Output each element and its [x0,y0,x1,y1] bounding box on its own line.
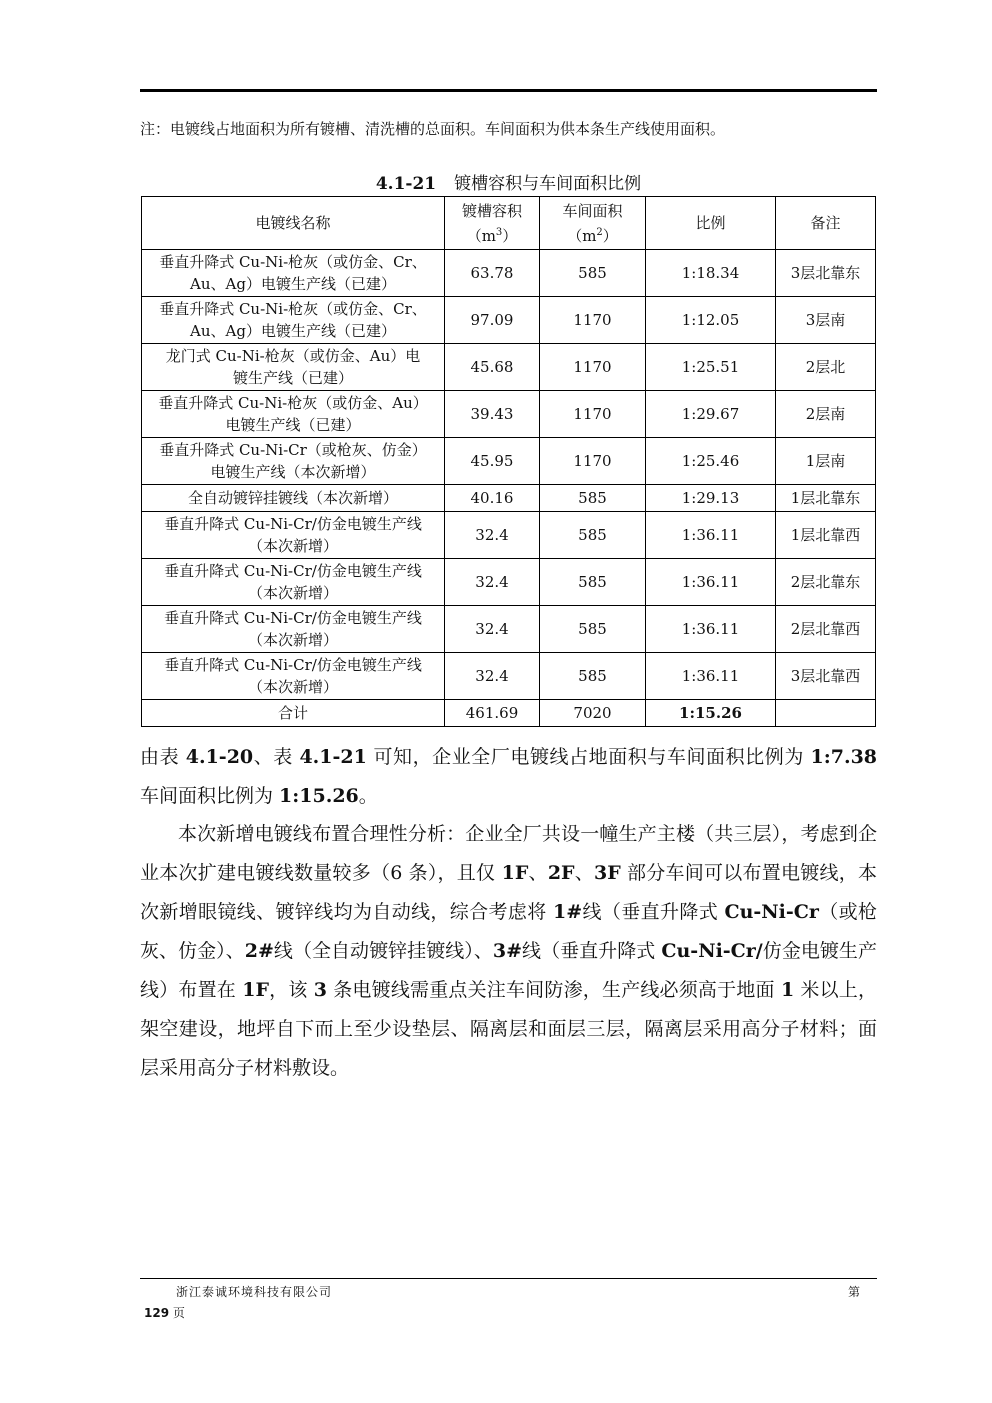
cell-area: 585 [540,485,646,512]
table-row [142,297,876,344]
table-note: 注：电镀线占地面积为所有镀槽、清洗槽的总面积。车间面积为供本条生产线使用面积。 [140,120,726,138]
cell-area: 585 [540,512,646,559]
bold-run: 3# [492,940,522,962]
table-number: 4.1-21 [375,174,437,194]
cell-remark: 2层南 [776,391,876,438]
bold-run: 1 [780,979,795,1001]
name-line-1: 垂直升降式 Cu-Ni-Cr/仿金电镀生产线 [164,515,422,533]
header-volume-unit [449,222,535,247]
table-total-row [142,700,876,727]
header-ratio: 比例 [646,197,776,250]
unit-text: （m [567,226,597,245]
table-row [142,391,876,438]
name-line-1: 垂直升降式 Cu-Ni-Cr（或枪灰、仿金） [159,441,427,459]
bold-run: 1# [553,901,583,923]
cell-ratio: 1:25.51 [646,344,776,391]
unit-sup: 3 [495,226,503,238]
text-run: 、表 [253,746,300,768]
text-run: ，该 [268,979,314,1001]
table-row [142,250,876,297]
name-line-1: 龙门式 Cu-Ni-枪灰（或仿金、Au）电 [165,347,421,365]
unit-text: （m [466,226,496,245]
ratio-value: 1:7.38 [810,746,878,768]
cell-name [142,344,445,391]
cell-area: 585 [540,559,646,606]
table-row [142,653,876,700]
text-run: 由表 [140,746,186,768]
unit-close: ） [602,226,618,245]
footer-page-prefix: 第 [848,1285,861,1299]
table-row [142,344,876,391]
header-volume-label: 镀槽容积 [461,201,522,220]
cell-remark: 1层北靠西 [776,512,876,559]
text-run: 米以上，架空建设，地坪自下而上至少设垫层、隔离层和面层三层，隔离层采用高分子材料；面层采用高分子材料敷设。 [140,979,878,1079]
header-area-unit [544,222,641,247]
total-remark [776,700,876,727]
cell-remark: 1层北靠东 [776,485,876,512]
table-caption [140,172,877,196]
paragraph-ratio-summary [140,738,877,816]
cell-remark: 2层北 [776,344,876,391]
text-run: 可知，企业全厂电镀线占地面积与车间面积比例为 [366,746,811,768]
footer-rule [140,1278,877,1279]
bold-run: 1F [242,979,269,1001]
header-volume [445,197,540,250]
cell-remark: 2层北靠东 [776,559,876,606]
name-line-1: 垂直升降式 Cu-Ni-枪灰（或仿金、Au） [158,394,428,412]
cell-area: 1170 [540,344,646,391]
total-area: 7020 [540,700,646,727]
text-run: （或枪灰、仿金）、 [140,901,877,962]
name-line-1: 垂直升降式 Cu-Ni-枪灰（或仿金、Cr、 [159,300,427,318]
cell-area: 1170 [540,438,646,485]
cell-name [142,297,445,344]
page-number: 129 [144,1306,170,1320]
cell-volume: 97.09 [445,297,540,344]
cell-volume: 32.4 [445,512,540,559]
cell-remark: 2层北靠西 [776,606,876,653]
name-line-1: 垂直升降式 Cu-Ni-Cr/仿金电镀生产线 [164,609,422,627]
cell-name [142,559,445,606]
text-run: 。 [358,785,378,807]
table-header-row [142,197,876,250]
total-volume: 461.69 [445,700,540,727]
text-run: 线（垂直升降式 [582,901,725,923]
cell-ratio: 1:36.11 [646,512,776,559]
unit-close: ） [502,226,518,245]
header-remark: 备注 [776,197,876,250]
header-area-label: 车间面积 [562,201,623,220]
name-line-2: （本次新增） [247,631,338,649]
ratio-table [141,196,876,727]
cell-name [142,438,445,485]
table-row [142,438,876,485]
cell-volume: 32.4 [445,606,540,653]
cell-remark: 3层北靠东 [776,250,876,297]
cell-ratio: 1:36.11 [646,653,776,700]
text-run: 线（垂直升降式 [522,940,662,962]
page-suffix: 页 [169,1306,185,1320]
cell-area: 1170 [540,391,646,438]
cell-ratio: 1:12.05 [646,297,776,344]
bold-run: Cu-Ni-Cr [724,901,819,923]
name-line-2: 电镀生产线（已建） [225,416,361,434]
name-line-1: 垂直升降式 Cu-Ni-Cr/仿金电镀生产线 [164,562,422,580]
header-name: 电镀线名称 [142,197,445,250]
cell-ratio: 1:36.11 [646,606,776,653]
header-area [540,197,646,250]
cell-ratio: 1:18.34 [646,250,776,297]
cell-name [142,512,445,559]
bold-run: 3 [313,979,327,1001]
bold-run: 1F [501,862,529,884]
total-label: 合计 [142,700,445,727]
text-run: 本次新增电镀线布置合理性分析：企业全厂共设一幢生产主楼（共三层），考虑到企业本次扩建电镀线数量较多（6 条），且仅 [140,823,877,884]
unit-sup: 2 [596,226,603,238]
cell-name [142,391,445,438]
cell-ratio: 1:25.46 [646,438,776,485]
table-title: 镀槽容积与车间面积比例 [454,174,642,194]
cell-volume: 40.16 [445,485,540,512]
cell-name [142,606,445,653]
table-row [142,559,876,606]
paragraph-layout-analysis [140,815,877,1088]
text-run: 仿金电镀生产线）布置在 [140,940,877,1001]
bold-run: 2# [244,940,274,962]
cell-ratio: 1:29.67 [646,391,776,438]
table-row [142,512,876,559]
cell-area: 585 [540,653,646,700]
bold-run: 3F [594,862,621,884]
text-run: 线（全自动镀锌挂镀线）、 [273,940,493,962]
name-line-2: 镀生产线（已建） [232,369,353,387]
total-ratio: 1:15.26 [646,700,776,727]
text-run: 条电镀线需重点关注车间防渗，生产线必须高于地面 [327,979,781,1001]
cell-area: 1170 [540,297,646,344]
cell-name: 全自动镀锌挂镀线（本次新增） [142,485,445,512]
footer-page-number [144,1304,185,1321]
table-row [142,606,876,653]
name-line-1: 垂直升降式 Cu-Ni-枪灰（或仿金、Cr、 [159,253,427,271]
cell-volume: 39.43 [445,391,540,438]
bold-run: 2F [547,862,575,884]
name-line-2: 电镀生产线（本次新增） [210,463,376,481]
cell-remark: 1层南 [776,438,876,485]
cell-volume: 32.4 [445,559,540,606]
name-line-2: （本次新增） [247,537,338,555]
header-rule [140,89,877,92]
name-line-2: （本次新增） [247,584,338,602]
name-line-1: 垂直升降式 Cu-Ni-Cr/仿金电镀生产线 [164,656,422,674]
cell-remark: 3层南 [776,297,876,344]
cell-volume: 45.68 [445,344,540,391]
cell-remark: 3层北靠西 [776,653,876,700]
text-run: 、 [528,862,548,884]
footer-company: 浙江泰诚环境科技有限公司 [176,1285,333,1299]
cell-volume: 32.4 [445,653,540,700]
text-run: 车间面积比例为 [140,785,280,807]
cell-ratio: 1:29.13 [646,485,776,512]
bold-run: Cu-Ni-Cr/ [661,940,763,962]
cell-volume: 45.95 [445,438,540,485]
cell-ratio: 1:36.11 [646,559,776,606]
ratio-value: 1:15.26 [279,785,359,807]
table-ref: 4.1-20 [185,746,254,768]
cell-area: 585 [540,606,646,653]
cell-area: 585 [540,250,646,297]
name-line-2: Au、Ag）电镀生产线（已建） [190,322,396,340]
name-line-2: （本次新增） [247,678,338,696]
table-row [142,485,876,512]
cell-name [142,653,445,700]
cell-volume: 63.78 [445,250,540,297]
text-run: 部分车间可以布置电镀线，本次新增眼镜线、镀锌线均为自动线，综合考虑将 [140,862,877,923]
text-run: 、 [574,862,595,884]
table-ref: 4.1-21 [299,746,367,768]
name-line-2: Au、Ag）电镀生产线（已建） [190,275,396,293]
cell-name [142,250,445,297]
